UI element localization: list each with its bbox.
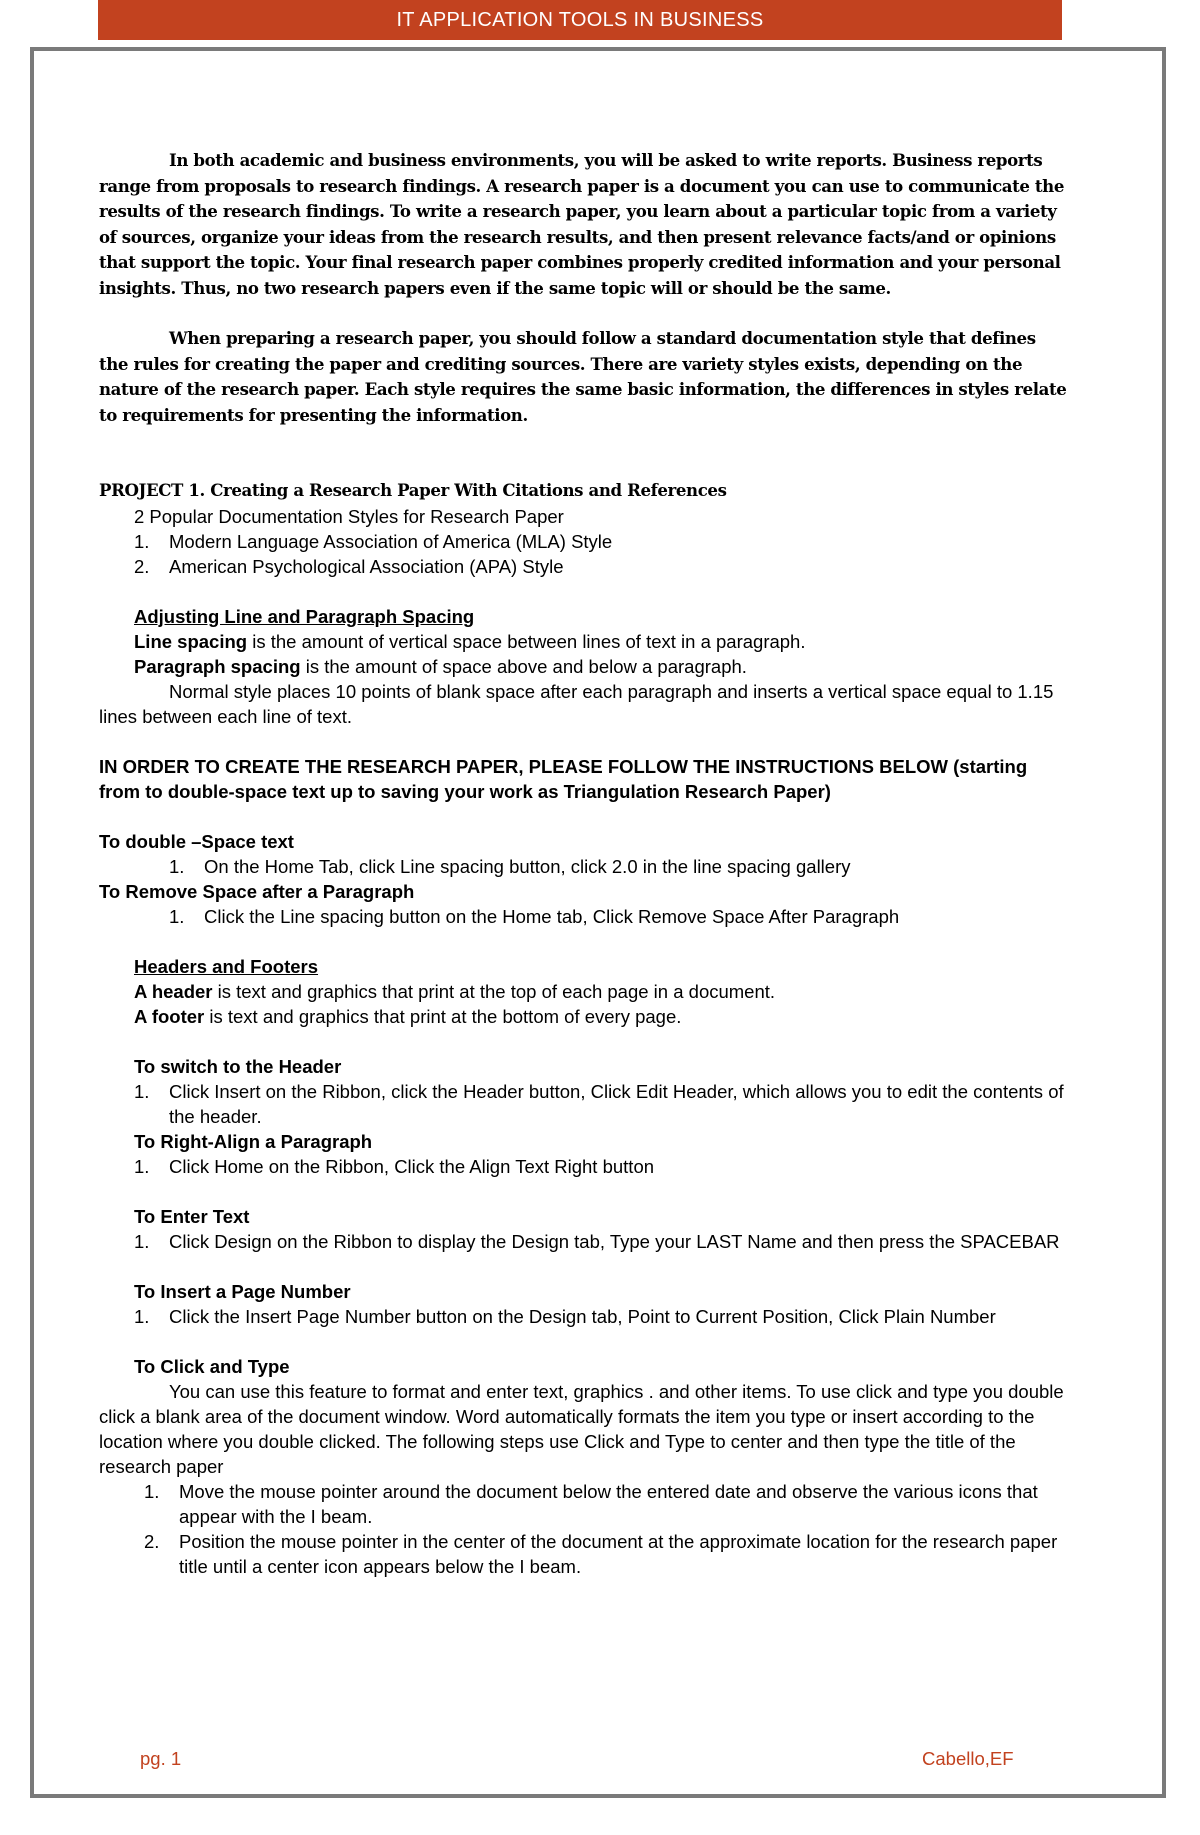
enter-text-heading: To Enter Text (134, 1205, 250, 1227)
term: A footer (134, 1005, 205, 1027)
definition: is text and graphics that print at the top of each page in a document. (212, 980, 776, 1002)
headers-footers-heading: Headers and Footers (134, 955, 319, 977)
double-space-heading: To double –Space text (99, 830, 294, 852)
header-def (134, 979, 1069, 1004)
double-space-step (99, 854, 1069, 879)
list-number: 1. (134, 1305, 150, 1327)
line-spacing-def (134, 629, 1069, 654)
remove-space-step (99, 904, 1069, 929)
list-number: 1. (144, 1480, 160, 1502)
footer-def (134, 1004, 1069, 1029)
definition: is text and graphics that print at the bottom of every page. (204, 1005, 682, 1027)
page-number-heading: To Insert a Page Number (134, 1280, 351, 1302)
list-text: Click the Insert Page Number button on the Design tab, Point to Current Position, Click Plain Number (169, 1305, 996, 1327)
click-type-heading: To Click and Type (134, 1355, 290, 1377)
styles-heading: 2 Popular Documentation Styles for Research Paper (134, 505, 564, 527)
list-number: 1. (134, 1155, 150, 1177)
list-number: 1. (169, 905, 185, 927)
term: Paragraph spacing (134, 655, 301, 677)
list-text: Modern Language Association of America (MLA) Style (169, 530, 613, 552)
click-type-step (99, 1529, 1069, 1579)
term: A header (134, 980, 213, 1002)
document-header-band: IT APPLICATION TOOLS IN BUSINESS (98, 0, 1062, 40)
right-align-heading: To Right-Align a Paragraph (134, 1130, 373, 1152)
list-number: 1. (169, 855, 185, 877)
intro-section (99, 148, 1069, 428)
author-footer: Cabello,EF (922, 1748, 1014, 1769)
style-item (99, 554, 1069, 579)
remove-space-heading: To Remove Space after a Paragraph (99, 880, 415, 902)
intro-paragraph-2: When preparing a research paper, you should follow a standard documentation style that defines the rules for creating the paper and crediting sources. There are variety styles exists, depending on the nature of the research paper. Each style requires the same basic information, the differences in styles relate to requirements for presenting the information. (99, 328, 1067, 425)
headers-footers-section (99, 954, 1069, 1379)
definition: is the amount of vertical space between lines of text in a paragraph. (247, 630, 806, 652)
list-text: Move the mouse pointer around the document below the entered date and observe the various icons that appear with the I beam. (179, 1480, 1038, 1527)
enter-text-step (134, 1229, 1069, 1254)
list-text: Click Insert on the Ribbon, click the Header button, Click Edit Header, which allows you to edit the contents of the header. (169, 1080, 1064, 1127)
normal-style-note: Normal style places 10 points of blank space after each paragraph and inserts a vertical space equal to 1.15 lines between each line of text. (99, 680, 1054, 727)
list-number: 1. (134, 530, 150, 552)
list-number: 2. (144, 1530, 160, 1552)
list-text: Click Design on the Ribbon to display the Design tab, Type your LAST Name and then press the SPACEBAR (169, 1230, 1060, 1252)
page-number-footer: pg. 1 (140, 1748, 182, 1769)
list-text: Click the Line spacing button on the Home tab, Click Remove Space After Paragraph (204, 905, 900, 927)
click-type-body: You can use this feature to format and enter text, graphics . and other items. To use click and type you double click a blank area of the document window. Word automatically formats the item you type or insert according to the location where you double clicked. The following steps use Click and Type to center and then type the title of the research paper (99, 1380, 1064, 1477)
instructions-heading: IN ORDER TO CREATE THE RESEARCH PAPER, PLEASE FOLLOW THE INSTRUCTIONS BELOW (starting from to double-space text up to saving your work as Triangulation Research Paper) (99, 755, 1028, 802)
project-section (99, 504, 1069, 1579)
click-type-step (99, 1479, 1069, 1529)
list-number: 1. (134, 1230, 150, 1252)
list-text: Click Home on the Ribbon, Click the Align Text Right button (169, 1155, 655, 1177)
spacing-heading: Adjusting Line and Paragraph Spacing (134, 605, 475, 627)
project-title: PROJECT 1. Creating a Research Paper With Citations and References (99, 480, 727, 500)
definition: is the amount of space above and below a paragraph. (300, 655, 747, 677)
list-text: On the Home Tab, click Line spacing button, click 2.0 in the line spacing gallery (204, 855, 851, 877)
page-number-step (134, 1304, 1069, 1329)
paragraph-spacing-def (134, 654, 1069, 679)
list-number: 1. (134, 1080, 150, 1102)
list-text: Position the mouse pointer in the center of the document at the approximate location for the research paper title until a center icon appears below the I beam. (179, 1530, 1058, 1577)
list-text: American Psychological Association (APA) Style (169, 555, 564, 577)
right-align-step (134, 1154, 1069, 1179)
intro-paragraph-1: In both academic and business environments, you will be asked to write reports. Business reports range from proposals to research findings. A research paper is a document you can use to communicate the results of the research findings. To write a research paper, you learn about a particular topic from a variety of sources, organize your ideas from the research results, and then present relevance facts/and or opinions that support the topic. Your final research paper combines properly credited information and your personal insights. Thus, no two research papers even if the same topic will or should be the same. (99, 150, 1065, 298)
list-number: 2. (134, 555, 150, 577)
switch-header-step (134, 1079, 1069, 1129)
switch-header-heading: To switch to the Header (134, 1055, 342, 1077)
spacing-section (99, 604, 1069, 679)
style-item (99, 529, 1069, 554)
term: Line spacing (134, 630, 248, 652)
document-body (99, 148, 1069, 1579)
